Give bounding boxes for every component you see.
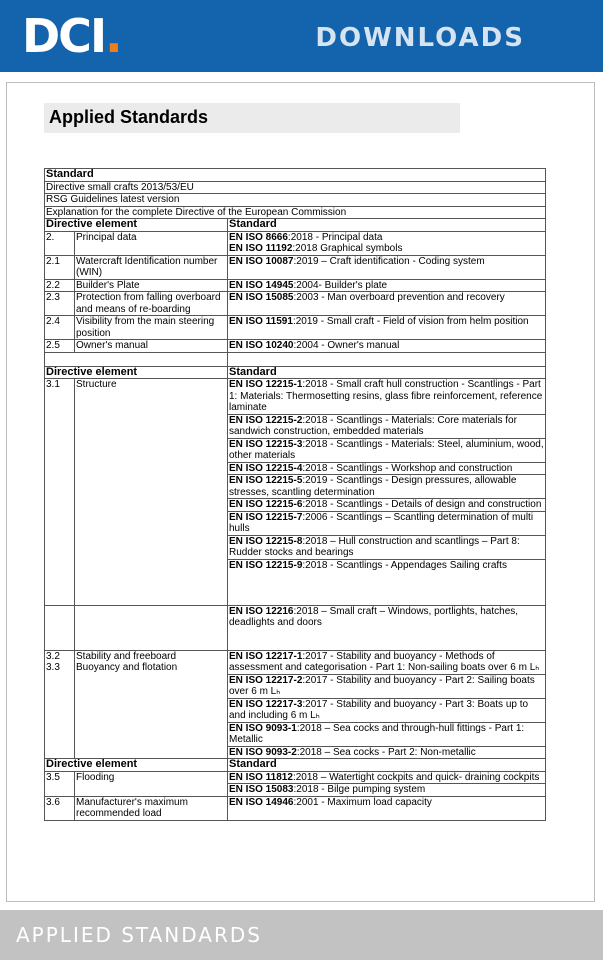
standard-cell xyxy=(228,231,546,255)
element-number: 2.5 xyxy=(45,340,75,353)
element-number: 2.3 xyxy=(45,292,75,316)
standard-code: EN ISO 15083 xyxy=(229,784,294,795)
standard-code: EN ISO 12217-2 xyxy=(229,674,303,686)
standard-text: :2019 - Small craft - Field of vision from helm position xyxy=(292,316,529,327)
standard-cell xyxy=(228,650,546,674)
standard-cell xyxy=(228,511,546,535)
standard-text: :2018 - Scantlings - Details of design and construction xyxy=(302,499,542,510)
table-row xyxy=(45,366,546,379)
dci-logo[interactable] xyxy=(22,10,121,62)
table-row xyxy=(45,340,546,353)
element-name: Watercraft Identification number (WIN) xyxy=(75,255,228,279)
table-row xyxy=(45,352,546,366)
standard-text: :2004 - Owner's manual xyxy=(293,340,400,351)
standard-text: :2004- Builder's plate xyxy=(293,279,388,291)
element-name: Flooding xyxy=(75,771,228,796)
element-number: 2.4 xyxy=(45,316,75,340)
table-row xyxy=(45,279,546,292)
element-number: 2.2 xyxy=(45,279,75,292)
standard-cell xyxy=(228,414,546,438)
directive-element-header: Directive element xyxy=(45,366,228,379)
table-row xyxy=(45,292,546,316)
element-name: Owner's manual xyxy=(75,340,228,353)
standard-text: :2018 - Scantlings - Materials: Core materials for sandwich construction, embedded materials xyxy=(229,414,517,437)
element-number xyxy=(45,605,75,650)
logo-text: DCI xyxy=(22,9,106,63)
table-row xyxy=(45,206,546,219)
standard-code: EN ISO 12217-3 xyxy=(229,698,303,710)
intro-text: Directive small crafts 2013/53/EU xyxy=(45,181,546,194)
table-row xyxy=(45,379,546,415)
standard-code: EN ISO 11591 xyxy=(229,316,293,327)
standard-code: EN ISO 15085 xyxy=(229,292,294,303)
standard-text: :2017 - Stability and buoyancy - Part 2: Sailing boats over 6 m Lₕ xyxy=(229,674,535,697)
standard-text: :2019 - Scantlings - Design pressures, allowable stresses, scantling determination xyxy=(229,475,517,498)
standard-cell xyxy=(228,340,546,353)
standard-cell xyxy=(228,605,546,650)
standard-cell xyxy=(228,255,546,279)
standards-table xyxy=(44,168,546,821)
intro-text: Explanation for the complete Directive of the European Commission xyxy=(45,206,546,219)
element-number: 3.6 xyxy=(45,796,75,820)
header-bar xyxy=(0,0,603,72)
table-row xyxy=(45,231,546,255)
element-name: Protection from falling overboard and means of re-boarding xyxy=(75,292,228,316)
standard-text: :2018 – Hull construction and scantlings – Part 8: Rudder stocks and bearings xyxy=(229,535,520,558)
standard-text: :2018 – Sea cocks and through-hull fittings - Part 1: Metallic xyxy=(229,722,525,745)
standard-text: :2001 - Maximum load capacity xyxy=(293,796,432,808)
standard-code: EN ISO 12215-6 xyxy=(229,499,303,510)
standard-cell xyxy=(228,796,546,820)
standard-code: EN ISO 11192 xyxy=(229,243,293,254)
table-row xyxy=(45,169,546,182)
standard-text: :2003 - Man overboard prevention and recovery xyxy=(293,292,505,303)
table-row xyxy=(45,181,546,194)
spacer-cell xyxy=(228,352,546,366)
element-name: Builder's Plate xyxy=(75,279,228,292)
element-name: Visibility from the main steering position xyxy=(75,316,228,340)
standard-text: :2017 - Stability and buoyancy - Part 3: Boats up to and including 6 m Lₕ xyxy=(229,698,529,721)
element-number: 3.1 xyxy=(45,379,75,606)
standard-code: EN ISO 12215-1 xyxy=(229,379,303,390)
standard-text: :2017 - Stability and buoyancy - Methods of assessment and categorisation - Part 1: Non-sailing boats over 6 m Lₕ xyxy=(229,650,540,673)
standard-text: :2018 - Scantlings - Materials: Steel, aluminium, wood, other materials xyxy=(229,438,544,461)
standard-cell xyxy=(228,499,546,512)
table-row xyxy=(45,796,546,820)
standard-code: EN ISO 10240 xyxy=(229,340,294,351)
standard-text: :2019 – Craft identification - Coding system xyxy=(293,255,485,267)
standard-code: EN ISO 9093-2 xyxy=(229,746,297,758)
standard-code: EN ISO 14946 xyxy=(229,796,294,808)
standard-header: Standard xyxy=(228,759,546,772)
element-name: Manufacturer's maximum recommended load xyxy=(75,796,228,820)
standard-cell xyxy=(228,279,546,292)
page-title-box xyxy=(44,103,460,133)
table-row xyxy=(45,771,546,784)
element-name: Stability and freeboard Buoyancy and flotation xyxy=(75,650,228,759)
standard-text: :2018 - Small craft hull construction - Scantlings - Part 1: Materials: Thermosetting resins, glass fibre reinforcement, reference laminate xyxy=(229,379,543,413)
standard-header: Standard xyxy=(228,366,546,379)
table-row xyxy=(45,316,546,340)
intro-text: RSG Guidelines latest version xyxy=(45,194,546,207)
standard-text: :2018 - Principal data xyxy=(287,231,383,243)
standard-text: :2018 – Small craft – Windows, portlights, hatches, deadlights and doors xyxy=(229,605,519,628)
footer-bar xyxy=(0,910,603,960)
standard-code: EN ISO 12217-1 xyxy=(229,650,303,662)
element-name xyxy=(75,605,228,650)
standard-text: :2006 - Scantlings – Scantling determination of multi hulls xyxy=(229,511,534,534)
standard-cell xyxy=(228,771,546,784)
element-name: Structure xyxy=(75,379,228,606)
directive-element-header: Directive element xyxy=(45,219,228,232)
standard-cell xyxy=(228,438,546,462)
table-row xyxy=(45,759,546,772)
standard-code: EN ISO 9093-1 xyxy=(229,722,297,734)
standard-code: EN ISO 12215-3 xyxy=(229,438,303,450)
directive-element-header: Directive element xyxy=(45,759,228,772)
standard-cell xyxy=(228,784,546,797)
logo-dot: . xyxy=(105,9,121,63)
standard-text: :2018 – Watertight cockpits and quick- draining cockpits xyxy=(292,771,540,783)
standard-code: EN ISO 12215-7 xyxy=(229,511,303,523)
standard-text: :2018 - Scantlings - Appendages Sailing crafts xyxy=(302,559,507,571)
table-row xyxy=(45,650,546,674)
standard-text: :2018 Graphical symbols xyxy=(292,243,403,254)
standard-cell xyxy=(228,379,546,415)
standard-code: EN ISO 12215-5 xyxy=(229,475,303,486)
standard-cell xyxy=(228,475,546,499)
standard-cell xyxy=(228,535,546,559)
page-title: Applied Standards xyxy=(49,107,209,127)
standard-cell xyxy=(228,462,546,475)
standard-cell xyxy=(228,746,546,759)
standard-code: EN ISO 12215-2 xyxy=(229,414,303,426)
standard-code: EN ISO 10087 xyxy=(229,255,294,267)
table-row xyxy=(45,219,546,232)
standard-text: :2018 - Scantlings - Workshop and construction xyxy=(302,462,513,474)
downloads-title: DOWNLOADS xyxy=(315,23,525,53)
standard-code: EN ISO 12215-8 xyxy=(229,535,303,547)
standard-code: EN ISO 12215-9 xyxy=(229,559,303,571)
standard-text: :2018 - Bilge pumping system xyxy=(293,784,426,795)
standard-header: Standard xyxy=(228,219,546,232)
element-number: 3.5 xyxy=(45,771,75,796)
element-number: 3.2 3.3 xyxy=(45,650,75,759)
standard-code: EN ISO 8666 xyxy=(229,231,288,243)
standard-cell xyxy=(228,559,546,605)
standard-cell xyxy=(228,674,546,698)
standard-cell xyxy=(228,722,546,746)
standard-code: EN ISO 11812 xyxy=(229,771,293,783)
table-row xyxy=(45,255,546,279)
table-row xyxy=(45,194,546,207)
table-row xyxy=(45,605,546,650)
standard-cell xyxy=(228,698,546,722)
element-number: 2. xyxy=(45,231,75,255)
element-name: Principal data xyxy=(75,231,228,255)
standard-code: EN ISO 14945 xyxy=(229,279,294,291)
standard-code: EN ISO 12216 xyxy=(229,605,294,617)
standard-title: Standard xyxy=(45,169,546,182)
standard-code: EN ISO 12215-4 xyxy=(229,462,303,474)
standard-text: :2018 – Sea cocks - Part 2: Non-metallic xyxy=(296,746,476,758)
standard-cell xyxy=(228,292,546,316)
footer-title: APPLIED STANDARDS xyxy=(16,923,262,947)
standard-cell xyxy=(228,316,546,340)
element-number: 2.1 xyxy=(45,255,75,279)
spacer-cell xyxy=(45,352,228,366)
